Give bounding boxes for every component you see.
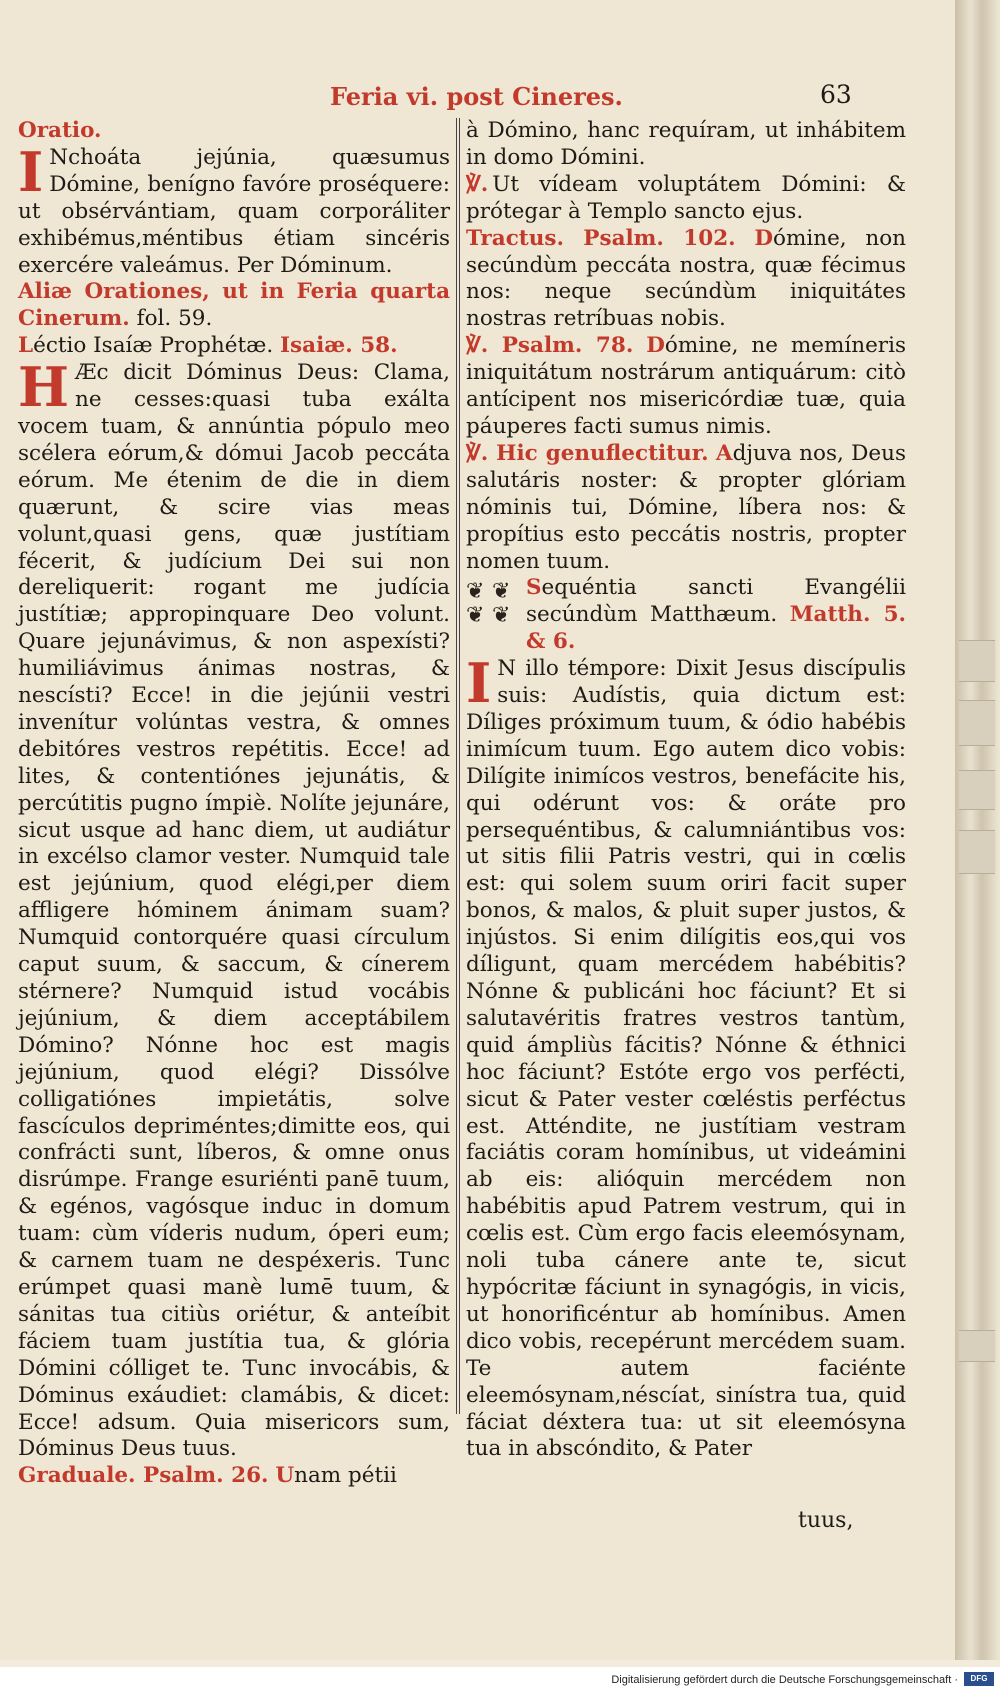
versicle-1-text: Ut vídeam voluptátem Dómini: & prótegar à Templo sancto ejus. xyxy=(466,171,906,224)
aliae-ref: fol. 59. xyxy=(136,306,213,332)
evangelium-title: equéntia sancti Evangélii secúndùm Matthæum. xyxy=(526,575,906,628)
graduale-text: nam pétii xyxy=(294,1463,397,1489)
dfg-logo: DFG xyxy=(964,1672,994,1686)
graduale-initial: U xyxy=(275,1463,295,1489)
evangelium-title-line xyxy=(466,575,906,656)
evangelium-ref: Matth. 5. & 6. xyxy=(526,602,907,655)
aliae-rubric: Aliæ Orationes, ut in Feria quarta Cinerum. xyxy=(18,279,450,332)
lectio-ref: Isaiæ. 58. xyxy=(280,333,398,359)
lectio-paragraph xyxy=(18,355,450,1463)
evangelium-paragraph xyxy=(466,651,906,1463)
versicle-3 xyxy=(466,441,906,576)
versicle-3-text: djuva nos, Deus salutáris noster: & propter glóriam nóminis tui, Dómine, líbera nos: & propítius esto peccátis nostris, propter nomen tuum. xyxy=(466,440,906,574)
graduale-continuation: à Dómino, hanc requíram, ut inhábitem in domo Dómini. xyxy=(466,118,906,170)
right-column xyxy=(459,118,907,1462)
lectio-dropcap: H xyxy=(18,355,70,420)
lectio-title: éctio Isaíæ Prophétæ. xyxy=(33,333,274,359)
left-column xyxy=(18,118,457,1489)
catchword: tuus, xyxy=(798,1508,854,1533)
evangelium-dropcap: I xyxy=(466,651,492,716)
lectio-title-line xyxy=(18,333,450,360)
tractus-rubric: Tractus. Psalm. 102. xyxy=(466,225,736,251)
oratio-text: Nchoáta jejúnia, quæsumus Dómine, benígno favóre proséquere: ut obsérvántiam, quam corporáliter exhibémus,méntibus étiam sincéris exercére valeámus. Per Dóminum. xyxy=(18,144,450,278)
evangelium-text: N illo témpore: Dixit Jesus discípulis suis: Audístis, quia dictum est: Díliges próximum tuum, & ódio habébis inimícum tuum. Ego autem dico vobis: Dilígite inimícos vestros, benefácite his, qui odérunt vos: & oráte pro persequéntibus, & calumniántibus vos: ut sitis filii Patris vestri, qui in cœlis est: qui solem suum oriri facit super bonos, & malos, & pluit super justos, & injústos. Si enim dilígitis eos,qui vos díligunt, quam mercédem habébitis? Nónne & publicáni hoc fáciunt? Et si salutavéritis fratres vestros tantùm, quid ámpliùs fácitis? Nónne & éthnici hoc fáciunt? Estóte ergo vos perfécti, sicut & Pater vester cœléstis perféctus est. Atténdite, ne justítiam vestram faciátis coram homínibus, ut videámini ab eis: alióquin mercédem non habébitis apud Patrem vestrum, qui in cœlis est. Cùm ergo facis eleemósynam, noli tuba cánere ante te, sicut hypócritæ fáciunt in synagógis, in vicis, ut honorificéntur ab homínibus. Amen dico vobis, recepérunt mercédem suam. Te autem faciénte eleemósynam,néscíat, sinístra tua, quid fáciat déxtera tua: ut sit eleemósyna tua in abscóndito, & Pater xyxy=(466,656,906,1462)
book-fore-edge xyxy=(955,0,1000,1660)
versicle-2 xyxy=(466,333,906,441)
versicle-2-text: ómine, ne memíneris iniquitátum nostrárum antiquárum: citò antícipent nos misericórdiæ tuæ, quia páuperes facti sumus nimis. xyxy=(466,333,906,439)
digitization-footer xyxy=(0,1667,1000,1693)
versicle-3-initial: A xyxy=(715,440,733,466)
lectio-text: Æc dicit Dóminus Deus: Clama, ne cesses:quasi tuba exálta vocem tuam, & annúntia pópulo meo scélera eórum,& dómui Jacob peccáta eórum. Me étenim de die in diem quærunt, & scire vias meas volunt,quasi gens, quæ justítiam fécerit, & judícium Dei sui non dereliquerit: rogant me judícia justítiæ; appropinquare Deo volunt. Quare jejunávimus, & non aspexísti? humiliávimus ánimas nostras, & nescísti? Ecce! in die jejúnii vestri invenítur volúntas vestra, & omnes debitóres vestros repétitis. Ecce! ad lites, & contentiónes jejunátis, & percútitis pugno ímpiè. Nolíte jejunáre, sicut usque ad hanc diem, ut audiátur in excélso clamor vester. Numquid tale est jejúnium, quod elégi,per diem affligere hóminem ánimam suam? Numquid contorquére quasi círculum caput suum, & saccum, & cínerem stérnere? Numquid istud vocábis jejúnium, & diem acceptábilem Dómino? Nónne hoc est magis jejúnium, quod elégi? Dissólve colligatiónes impietátis, solve fascículos depriméntes;dimitte eos, qui confrácti sunt, líberos, & omne onus disrúmpe. Frange esuriénti panē tuum, & egénos, vagósque induc in domum tuam: cùm víderis nudum, óperi eum; & carnem tuam ne despéxeris. Tunc erúmpet quasi manè lumē tuum, & sánitas tua citiùs oriétur, & anteíbit fáciem tuam justítia tua, & glória Dómini cólliget te. Tunc invocábis, & Dóminus exáudiet: clamábis, & dicet: Ecce! adsum. Quia misericors sum, Dóminus Deus tuus. xyxy=(18,360,450,1462)
aliae-orationes xyxy=(18,279,450,333)
evangelium-initial: S xyxy=(526,575,542,601)
graduale-rubric: Graduale. Psalm. 26. xyxy=(18,1463,269,1489)
lectio-initial: L xyxy=(18,333,34,359)
page-number: 63 xyxy=(820,80,852,109)
versicle-symbol: ℣. xyxy=(466,171,489,197)
oratio-initial: I xyxy=(18,139,44,204)
graduale-line xyxy=(18,1463,450,1490)
versicle-2-initial: D xyxy=(646,333,665,359)
versicle-3-rubric: ℣. Hic genuflectitur. xyxy=(466,440,709,466)
running-title: Feria vi. post Cineres. xyxy=(330,82,623,111)
footer-credit: Digitalisierung gefördert durch die Deutsche Forschungsgemeinschaft · xyxy=(611,1674,958,1686)
versicle-1 xyxy=(466,172,906,226)
tractus-text: ómine, non secúndùm peccáta nostra, quæ fécimus nos: neque secúndùm iniquitátes nostras retríbuas nobis. xyxy=(466,225,906,332)
versicle-2-rubric: ℣. Psalm. 78. xyxy=(466,333,634,359)
tractus xyxy=(466,226,906,334)
oratio-paragraph xyxy=(18,139,450,280)
tractus-initial: D xyxy=(754,225,774,251)
floral-ornament-icon: ❦ ❦ ❦ ❦ xyxy=(466,579,511,629)
oratio-heading: Oratio. xyxy=(18,118,102,143)
